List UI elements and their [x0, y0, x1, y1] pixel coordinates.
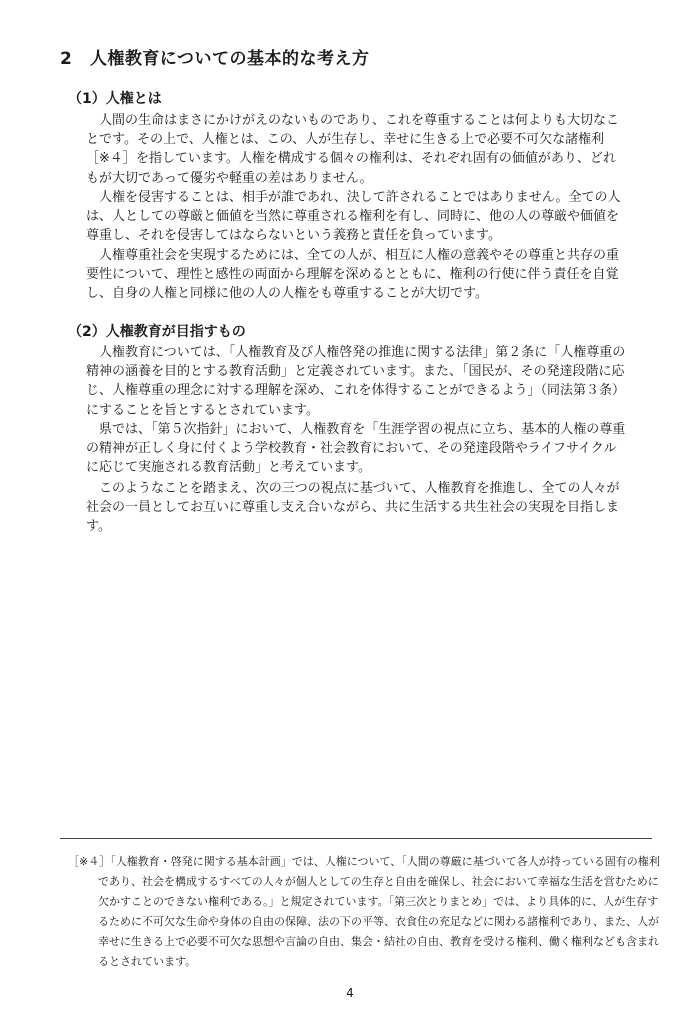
footnote-divider — [60, 838, 652, 839]
paragraph-human-rights-2: 人権を侵害することは、相手が誰であれ、決して許されることではありません。全ての人は、人としての尊厳と価値を当然に尊重される権利を有し、同時に、他の人の尊厳や価値を尊重し、それを侵害してはならないという義務と責任を負っています。 — [86, 190, 621, 244]
section-heading-human-rights: （1）人権とは — [68, 91, 162, 107]
paragraph-education-1: 人権教育については、「人権教育及び人権啓発の推進に関する法律」第２条に「人権尊重の精神の涵養を目的とする教育活動」と定義されています。また、「国民が、その発達段階に応じ、人権尊重の理念に対する理解を深め、これを体得することができるよう」（同法第３条）にすることを旨とするとされています。 — [86, 345, 626, 418]
paragraph-human-rights-3: 人権尊重社会を実現するためには、全ての人が、相互に人権の意義やその尊重と共存の重要性について、理性と感性の両面から理解を深めるとともに、権利の行使に伴う責任を自覚し、自身の人権と同様に他の人の人権をも尊重することが大切です。 — [86, 248, 620, 302]
paragraph-education-2: 県では、「第５次指針」において、人権教育を「生涯学習の視点に立ち、基本的人権の尊重の精神が正しく身に付くよう学校教育・社会教育において、その発達段階やライフサイクルに応じて実施される教育活動」と考えています。 — [86, 422, 626, 476]
section-heading-human-rights-education: （2）人権教育が目指すもの — [68, 324, 246, 340]
paragraph-human-rights-1: 人間の生命はまさにかけがえのないものであり、これを尊重することは何よりも大切なことです。その上で、人権とは、この、人が生存し、幸せに生きる上で必要不可欠な諸権利［※４］を指しています。人権を構成する個々の権利は、それぞれ固有の価値があり、どれもが大切であって優劣や軽重の差はありません。 — [86, 113, 620, 186]
chapter-title: 2 人権教育についての基本的な考え方 — [60, 49, 370, 69]
paragraph-education-3: このようなことを踏まえ、次の三つの視点に基づいて、人権教育を推進し、全ての人々が社会の一員としてお互いに尊重し支え合いながら、共に生活する共生社会の実現を目指します。 — [86, 481, 620, 535]
page-number: 4 — [346, 986, 354, 1000]
footnote-text: ［※４］「人権教育・啓発に関する基本計画」では、人権について、「人間の尊厳に基づいて各人が持っている固有の権利であり、社会を構成するすべての人々が個人としての生存と自由を確保し、社会において幸福な生活を営むために欠かすことのできない権利である。」と規定されています。「第三次とりまとめ」では、より具体的に、人が生存するために不可欠な生命や身体の自由の保障、法の下の平等、衣食住の充足などに関わる諸権利であり、また、人が幸せに生きる上で必要不可欠な思想や言論の自由、集会・結社の自由、教育を受ける権利、働く権利なども含まれるとされています。 — [68, 855, 660, 968]
